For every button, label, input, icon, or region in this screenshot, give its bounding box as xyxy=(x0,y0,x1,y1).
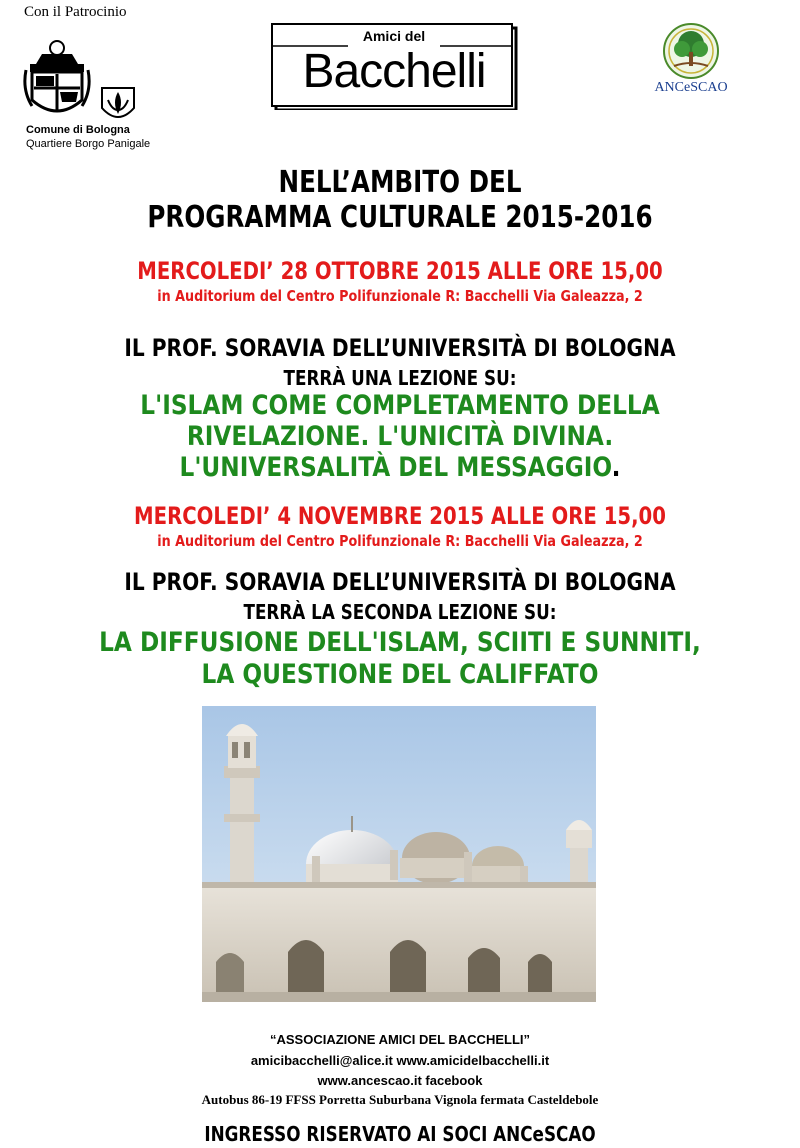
footer-web[interactable]: www.ancescao.it facebook xyxy=(317,1073,483,1088)
event1-date: MERCOLEDI’ 28 OTTOBRE 2015 ALLE ORE 15,00 xyxy=(137,257,663,285)
event1-venue: in Auditorium del Centro Polifunzionale R: Bacchelli Via Galeazza, 2 xyxy=(157,287,643,305)
event2-lesson: TERRÀ LA SECONDA LEZIONE SU: xyxy=(243,600,557,624)
footer-contacts[interactable]: amicibacchelli@alice.it www.amicidelbacchelli.it xyxy=(250,1053,550,1068)
ancescao-label: ANCeSCAO xyxy=(654,80,728,95)
event1-topic-line-1: L'ISLAM COME COMPLETAMENTO DELLA xyxy=(140,390,660,421)
event2-venue: in Auditorium del Centro Polifunzionale R: Bacchelli Via Galeazza, 2 xyxy=(157,532,643,550)
mosque-photo xyxy=(202,706,596,1002)
event2-topic-line-1: LA DIFFUSIONE DELL'ISLAM, SCIITI E SUNNITI, xyxy=(99,627,701,658)
comune-name: Comune di Bologna xyxy=(26,124,130,136)
quartiere-name: Quartiere Borgo Panigale xyxy=(26,138,151,150)
event2-topic-line-2: LA QUESTIONE DEL CALIFFATO xyxy=(201,659,599,690)
bologna-crest-icon xyxy=(22,40,92,122)
footer-access-notice: INGRESSO RISERVATO AI SOCI ANCeSCAO xyxy=(204,1122,596,1146)
title-line-2: PROGRAMMA CULTURALE 2015-2016 xyxy=(147,200,653,235)
ancescao-tree-logo-icon xyxy=(656,22,726,80)
event1-topic-line-3 xyxy=(56,453,744,483)
event1-topic-line-3-text: L'UNIVERSALITÀ DEL MESSAGGIO xyxy=(179,452,612,483)
event1-topic-line-2: RIVELAZIONE. L'UNICITÀ DIVINA. xyxy=(186,421,614,452)
event1-lesson: TERRÀ UNA LEZIONE SU: xyxy=(283,366,517,390)
footer-association: “ASSOCIAZIONE AMICI DEL BACCHELLI” xyxy=(269,1032,530,1047)
event2-date: MERCOLEDI’ 4 NOVEMBRE 2015 ALLE ORE 15,00 xyxy=(134,502,666,530)
event2-speaker: IL PROF. SORAVIA DELL’UNIVERSITÀ DI BOLOGNA xyxy=(124,568,676,596)
title-line-1: NELL’AMBITO DEL xyxy=(278,165,522,200)
brand-top-text: Amici del xyxy=(362,28,426,44)
patrocinio-label: Con il Patrocinio xyxy=(24,4,127,20)
event1-topic-period: . xyxy=(611,452,621,483)
brand-main-text: Bacchelli xyxy=(302,45,486,98)
footer-transport: Autobus 86-19 FFSS Porretta Suburbana Vignola fermata Casteldebole xyxy=(201,1092,599,1107)
event1-speaker: IL PROF. SORAVIA DELL’UNIVERSITÀ DI BOLOGNA xyxy=(124,334,676,362)
quartiere-emblem-icon xyxy=(98,84,138,126)
